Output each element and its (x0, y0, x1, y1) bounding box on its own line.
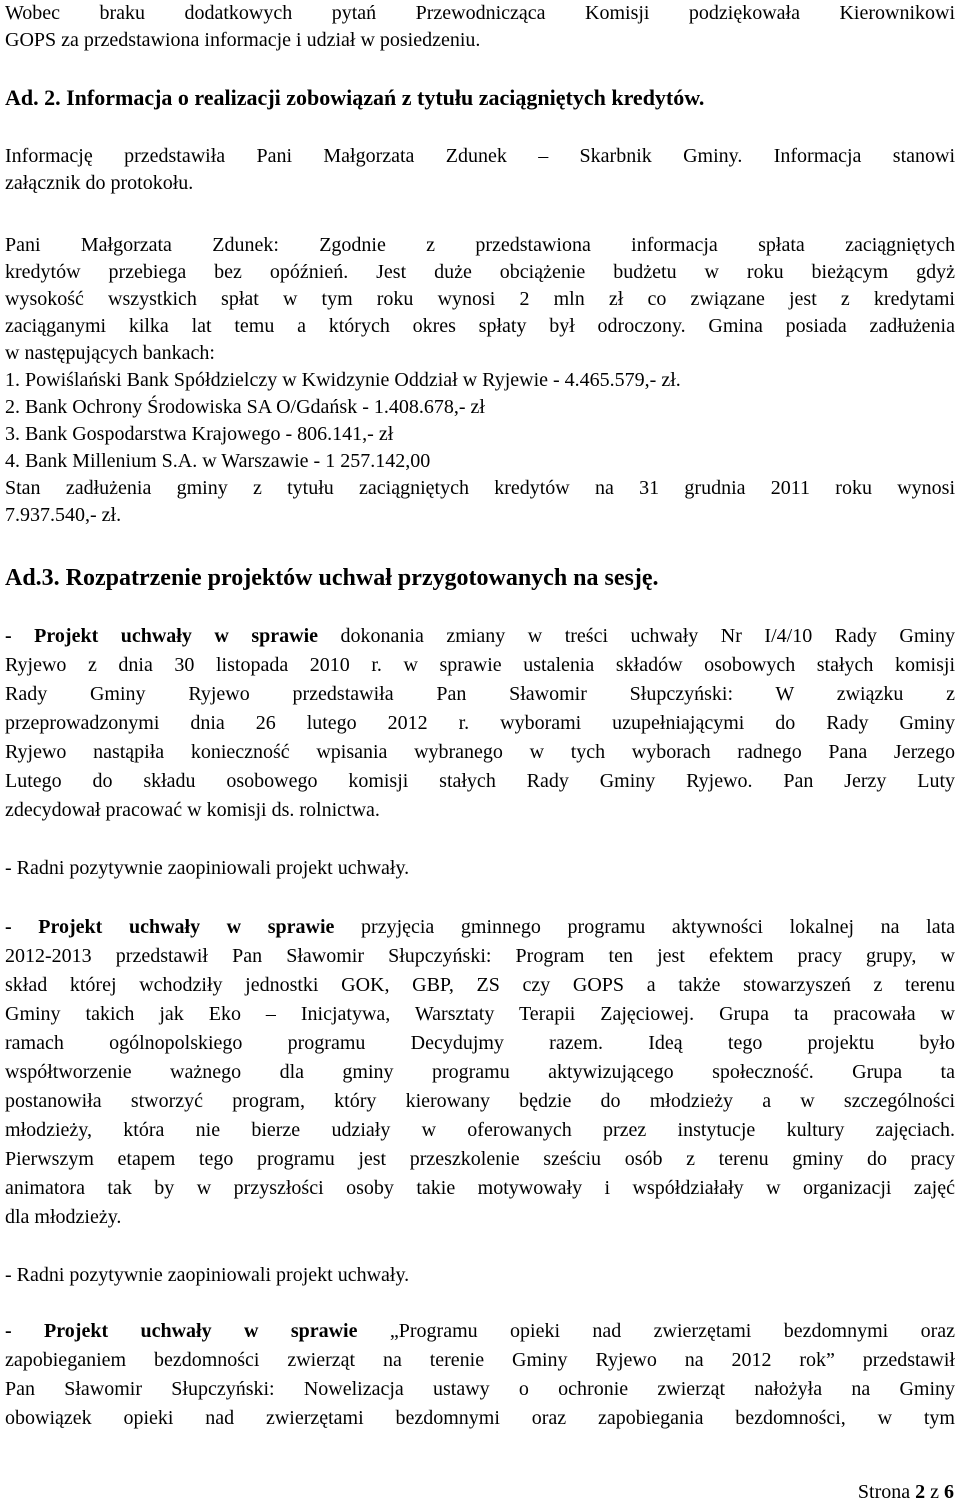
text-line: dla młodzieży. (5, 1206, 122, 1228)
text-line: zapobieganiem bezdomności zwierząt na terenie Gminy Ryjewo na 2012 rok” przedstawił (5, 1349, 955, 1371)
text-line: Pani Małgorzata Zdunek: Zgodnie z przedstawiona informacja spłata zaciągniętych (5, 234, 955, 256)
page-separator: z (930, 1481, 939, 1503)
text-span: przyjęcia gminnego programu aktywności lokalnej na lata (361, 916, 956, 938)
bank-list-item: 1. Powiślański Bank Spółdzielczy w Kwidzynie Oddział w Ryjewie - 4.465.579,- zł. (5, 369, 681, 391)
bold-lead: - Projekt uchwały w sprawie (5, 625, 319, 647)
text-line: Informację przedstawiła Pani Małgorzata Zdunek – Skarbnik Gminy. Informacja stanowi (5, 145, 955, 167)
opinion-line: - Radni pozytywnie zaopiniowali projekt uchwały. (5, 1264, 410, 1286)
section-heading-ad3: Ad.3. Rozpatrzenie projektów uchwał przygotowanych na sesję. (5, 565, 659, 591)
text-line: GOPS za przedstawiona informacje i udział w posiedzeniu. (5, 29, 481, 51)
text-line: Gminy takich jak Eko – Inicjatywa, Warsztaty Terapii Zajęciowej. Grupa ta pracowała w (5, 1003, 955, 1025)
text-line: kredytów przebiega bez opóźnień. Jest duże obciążenie budżetu w roku bieżącym gdyż (5, 261, 955, 283)
bold-lead: - Projekt uchwały w sprawie (5, 1320, 358, 1342)
text-span: „Programu opieki nad zwierzętami bezdomnymi oraz (389, 1320, 955, 1342)
page-label: Strona (857, 1481, 911, 1503)
text-line: Ryjewo z dnia 30 listopada 2010 r. w sprawie ustalenia składów osobowych stałych komisji (5, 654, 955, 676)
text-line: 7.937.540,- zł. (5, 504, 122, 526)
text-line: Pierwszym etapem tego programu jest przeszkolenie sześciu osób z terenu gminy do pracy (5, 1148, 955, 1170)
text-line: współtworzenie ważnego dla gminy programu aktywizującego społeczność. Grupa ta (5, 1061, 955, 1083)
bank-list-item: 3. Bank Gospodarstwa Krajowego - 806.141,- zł (5, 423, 394, 445)
text-line: Lutego do składu osobowego komisji stałych Rady Gminy Ryjewo. Pan Jerzy Luty (5, 770, 955, 792)
text-line: Ryjewo nastąpiła konieczność wpisania wybranego w tych wyborach radnego Pana Jerzego (5, 741, 955, 763)
text-line: Wobec braku dodatkowych pytań Przewodnicząca Komisji podziękowała Kierownikowi (5, 2, 955, 24)
text-line: obowiązek opieki nad zwierzętami bezdomnymi oraz zapobiegania bezdomności, w tym (5, 1407, 955, 1429)
text-line: załącznik do protokołu. (5, 172, 194, 194)
text-line (5, 623, 955, 649)
text-line: przeprowadzonymi dnia 26 lutego 2012 r. wyborami uzupełniającymi do Rady Gminy (5, 712, 955, 734)
text-line: Rady Gminy Ryjewo przedstawiła Pan Sławomir Słupczyński: W związku z (5, 683, 955, 705)
text-line (5, 1318, 955, 1344)
text-line: ramach ogólnopolskiego programu Decydujmy razem. Ideą tego projektu było (5, 1032, 955, 1054)
text-line: skład której wchodziły jednostki GOK, GBP, ZS czy GOPS a także stowarzyszeń z terenu (5, 974, 955, 996)
page-current: 2 (915, 1481, 926, 1503)
page-total: 6 (944, 1481, 954, 1503)
text-line: Pan Sławomir Słupczyński: Nowelizacja ustawy o ochronie zwierząt nałożyła na Gminy (5, 1378, 955, 1400)
text-span: dokonania zmiany w treści uchwały Nr I/4/10 Rady Gminy (340, 625, 955, 647)
text-line: zdecydował pracować w komisji ds. rolnictwa. (5, 799, 380, 821)
section-heading-ad2: Ad. 2. Informacja o realizacji zobowiązań z tytułu zaciągniętych kredytów. (5, 85, 705, 110)
text-line: w następujących bankach: (5, 342, 215, 364)
text-line: zaciąganymi kilka lat temu a których okres spłaty był odroczony. Gmina posiada zadłużenia (5, 315, 955, 337)
text-line: wysokość wszystkich spłat w tym roku wynosi 2 mln zł co związane jest z kredytami (5, 288, 955, 310)
opinion-line: - Radni pozytywnie zaopiniowali projekt uchwały. (5, 857, 410, 879)
text-line: młodzieży, która nie bierze udziały w oferowanych przez instytucje kultury zajęciach. (5, 1119, 955, 1141)
page-number (858, 1479, 954, 1505)
bold-lead: - Projekt uchwały w sprawie (5, 916, 335, 938)
text-line: Stan zadłużenia gminy z tytułu zaciągniętych kredytów na 31 grudnia 2011 roku wynosi (5, 477, 955, 499)
text-line: 2012-2013 przedstawił Pan Sławomir Słupczyński: Program ten jest efektem pracy grupy, w (5, 945, 955, 967)
text-line: animatora tak by w przyszłości osoby takie motywowały i współdziałały w organizacji zajęć (5, 1177, 955, 1199)
bank-list-item: 4. Bank Millenium S.A. w Warszawie - 1 257.142,00 (5, 450, 431, 472)
text-line (5, 914, 955, 940)
bank-list-item: 2. Bank Ochrony Środowiska SA O/Gdańsk - 1.408.678,- zł (5, 396, 485, 418)
text-line: postanowiła stworzyć program, który kierowany będzie do młodzieży a w szczególności (5, 1090, 955, 1112)
